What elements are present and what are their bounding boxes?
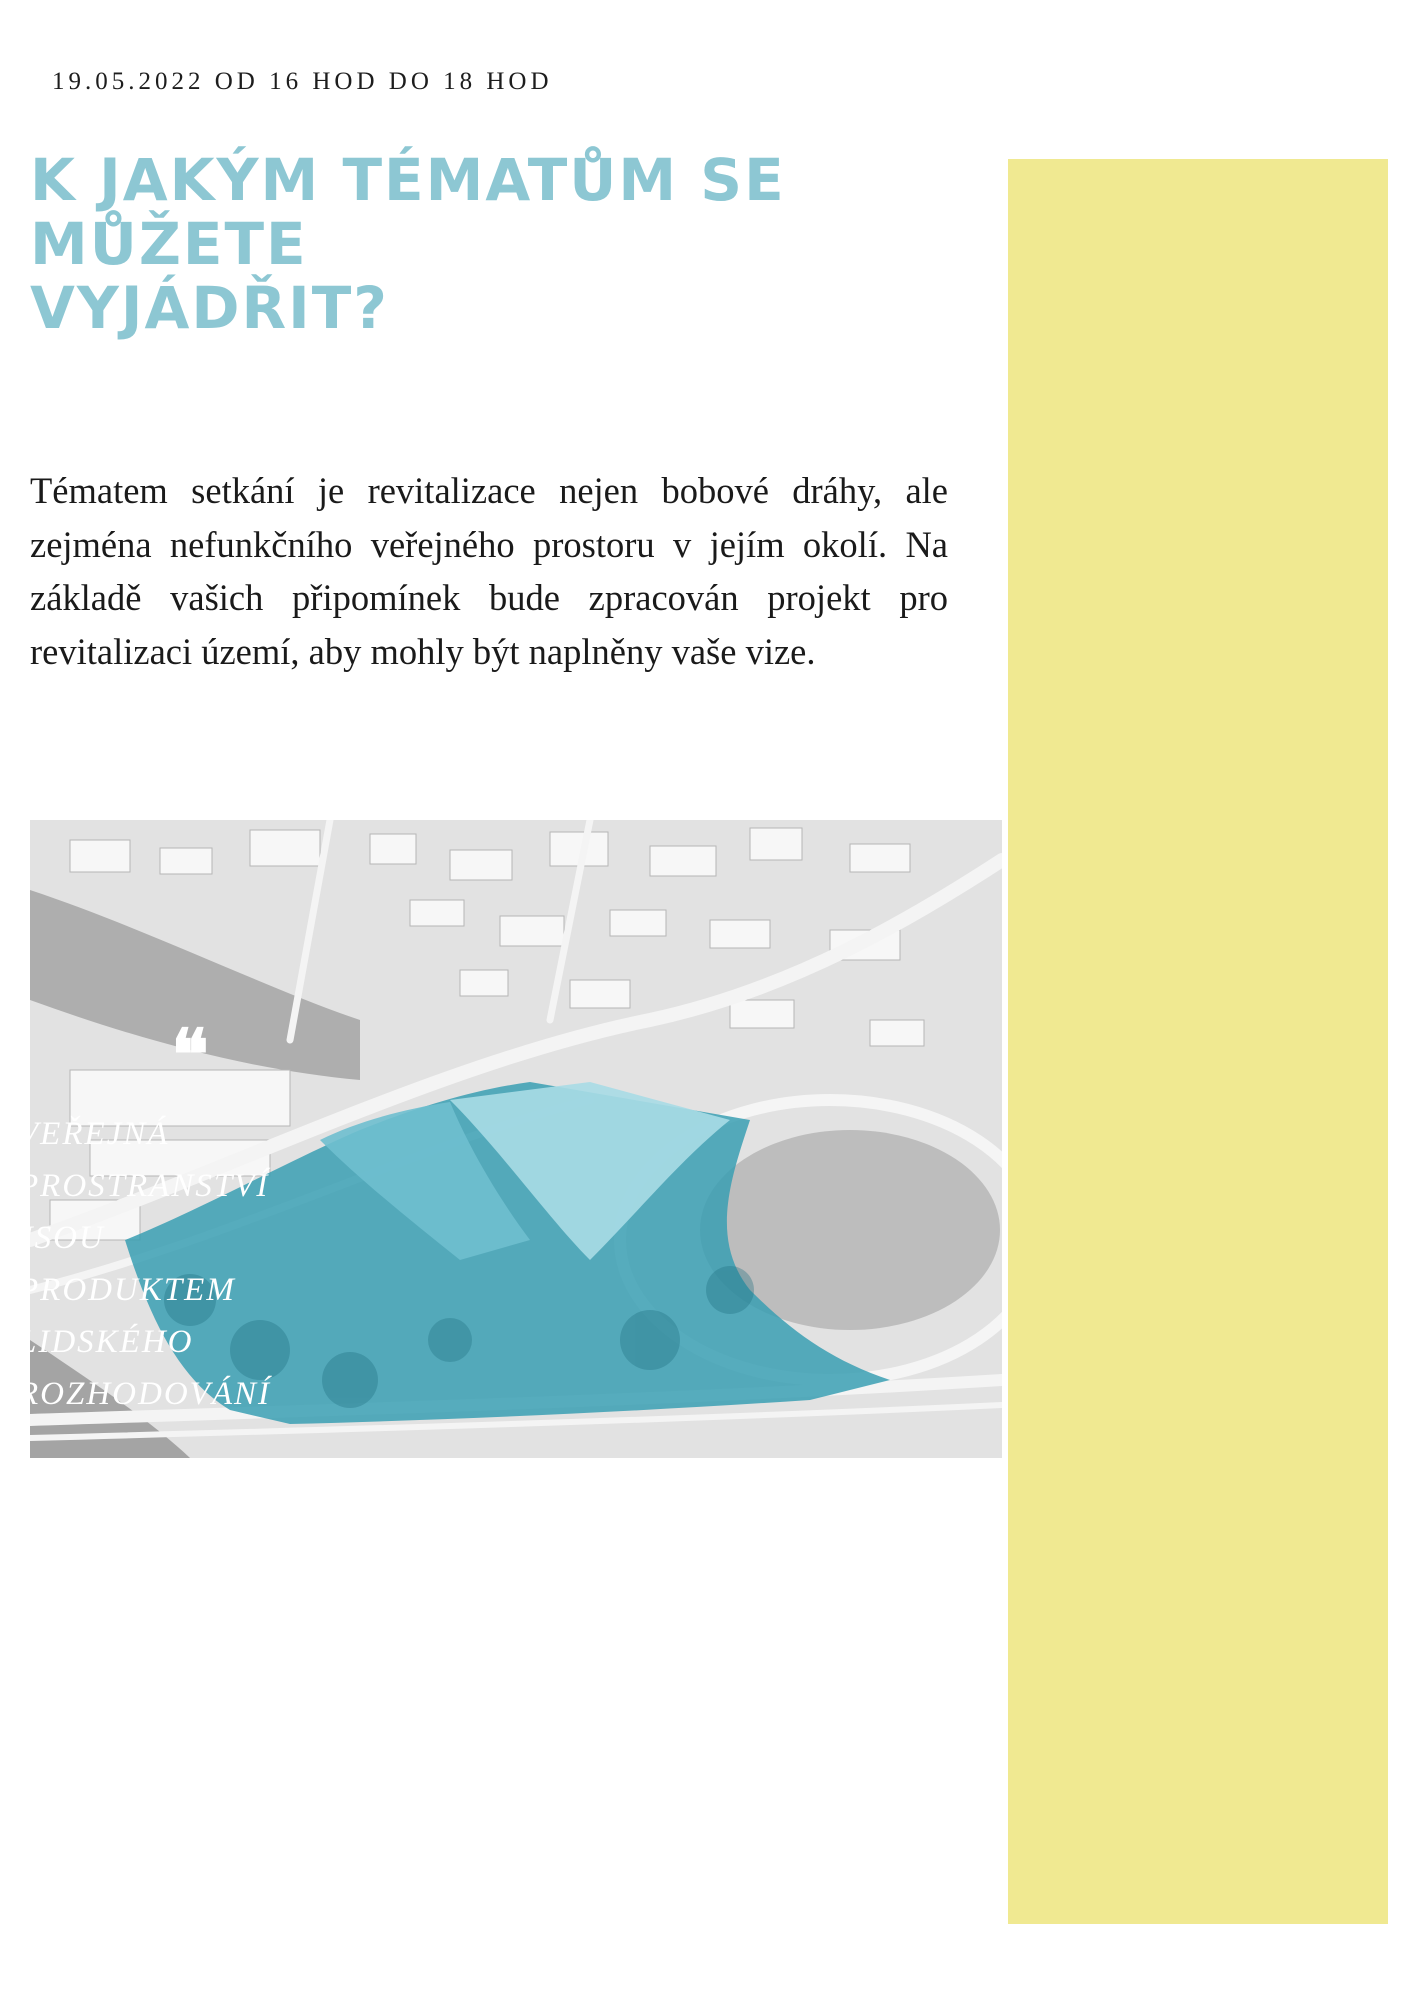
event-date: 19.05.2022 OD 16 HOD DO 18 HOD bbox=[52, 68, 553, 95]
page-title-line-1: K JAKÝM TÉMATŮM SE MŮŽETE bbox=[30, 146, 786, 278]
pull-quote-line: PROSTRANSTVÍ bbox=[18, 1168, 270, 1204]
page-title bbox=[30, 148, 990, 340]
page-title-line-2: VYJÁDŘIT? bbox=[30, 274, 389, 342]
pull-quote-line: VEŘEJNÁ bbox=[18, 1116, 170, 1152]
body-paragraph: Tématem setkání je revitalizace nejen bobové dráhy, ale zejména nefunkčního veřejného prostoru v jejím okolí. Na základě vašich připomínek bude zpracován projekt pro revitalizaci území, aby mohly být naplněny vaše vize. bbox=[30, 470, 948, 672]
quote-icon: ❝ bbox=[171, 1013, 209, 1096]
pull-quote-line: PRODUKTEM bbox=[18, 1272, 236, 1308]
pull-quote-line: LIDSKÉHO bbox=[18, 1324, 194, 1360]
pull-quote-line: ROZHODOVÁNÍ bbox=[18, 1376, 271, 1412]
quote-sidebar bbox=[1008, 159, 1388, 1924]
pull-quote bbox=[18, 1108, 368, 1420]
pull-quote-line: JSOU bbox=[18, 1220, 105, 1256]
